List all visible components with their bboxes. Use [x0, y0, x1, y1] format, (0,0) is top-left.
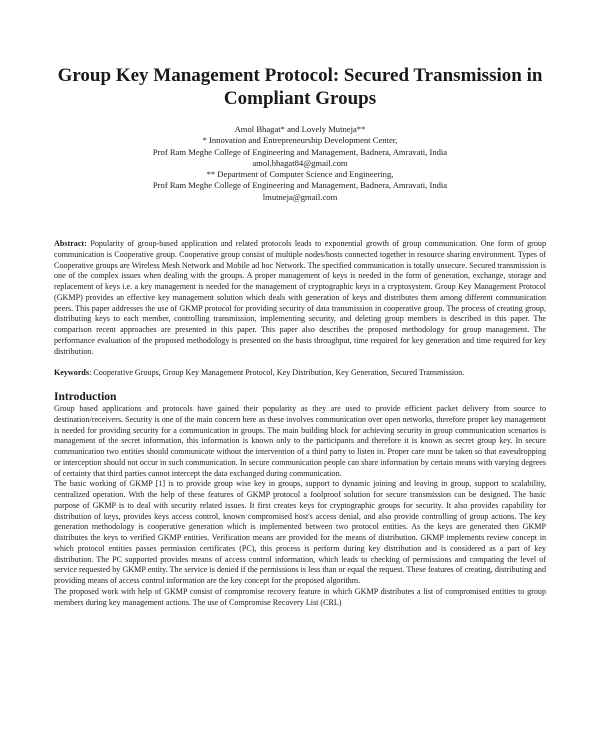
affiliation-line: Prof Ram Meghe College of Engineering and Management, Badnera, Amravati, India — [152, 146, 448, 157]
keywords-label: Keywords — [54, 368, 90, 377]
paper-title: Group Key Management Protocol: Secured Transmission in Compliant Groups — [57, 65, 543, 109]
abstract-label: Abstract: — [54, 239, 87, 248]
paragraph: The proposed work with help of GKMP consist of compromise recovery feature in which GKMP distributes a list of compromised entities to group members during key management actions. The use of Compromise Recovery List (CRL) — [54, 586, 546, 607]
keywords — [54, 368, 546, 379]
affiliation-line: ** Department of Computer Science and Engineering, — [206, 169, 394, 180]
affiliation-line: Prof Ram Meghe College of Engineering and Management, Badnera, Amravati, India — [152, 180, 448, 191]
author-email: lmutneja@gmail.com — [262, 191, 338, 202]
abstract — [54, 239, 546, 357]
paragraph: Group based applications and protocols have gained their popularity as they are used to provide efficient packet delivery from source to destination/receivers. Security is one of the main concern here as these involves communication over open networks, therefore proper key management is needed for providing security for a communication in groups. The main building block for achieving security in group communication scenarios is management of the secret information, this information is known only to the participants and therefore it is known as secret group key. In secure communication two entities should communicate without the intervention of a third party to listen in. Proper care must be taken so that eavesdropping or interception should not occur in such communication. In secure communication people can share information by certain means with varying degrees of certainty that third parties cannot intercept the data exchanged during communication. — [54, 404, 546, 478]
keywords-text: : Cooperative Groups, Group Key Management Protocol, Key Distribution, Key Generation, Secured Transmission. — [89, 368, 465, 377]
author-block — [60, 124, 540, 203]
abstract-text: Popularity of group-based application and related protocols leads to exponential growth of group communication. One form of group communication is Cooperative group. Cooperative group consist of multiple nodes/hosts connected together in resource sharing environment. Types of Cooperative groups are Wireless Mesh Network and Mobile ad hoc Network. The specified communication is totally unsecure. Secured transmission is one of the complex issues when dealing with the groups. A proper management of keys is needed in the form of generation, exchange, storage and replacement of keys i.e. a key management is needed for the management of cryptographic keys in a cryptosystem. Group Key Management Protocol (GKMP) provides an effective key management solution which deals with generation of keys and distributes them among different communication peers. This paper addresses the use of GKMP protocol for providing security of data transmission in cooperative group. The process of creating group, distributing keys to each member, controlling transmission, implementing security, and deleting group members is described in this paper. The comparison recent approaches are presented in this paper. This paper also describes the proposed methodology for group management. The performance evaluation of the proposed methodology is presented on the basis throughput, time required for key generation and time required for key distribution. — [54, 239, 547, 356]
section-heading-introduction: Introduction — [54, 391, 117, 403]
paragraph: The basic working of GKMP [1] is to provide group wise key in groups, support to dynamic joining and leaving in group, support to scalability, centralized operation. With the help of these features of GKMP protocol a foolproof solution for secure transmission can be designed. The basic purpose of GKMP is to deal with security related issues. It first creates keys for cryptographic groups for security. It also provides capability for distribution of keys, provides keys access control, known compromised host's access denial, and also provide controlling of group actions. The key generation methodology is cooperative generation which is implemented between two protocol entities. As the keys are generated then GKMP distributes the keys to verified GKMP entities. Verification means are provided for the means of distribution. GKMP implements review concept in which protocol entities passes permission certificates (PC), this process is perform during key distribution and is considered as a part of key distribution. The PC supported provides means of access control information, which leads to checking of permissions and comparing the level of service requested by GKMP entity. The service is denied if the permissions is less than or equal the request. These features of creating, distributing and providing means of access control information are the key concept for the proposed algorithm. — [54, 479, 546, 585]
author-email: amol.bhagat84@gmail.com — [252, 157, 348, 168]
introduction-body — [54, 404, 546, 608]
author-names: Amol Bhagat* and Lovely Mutneja** — [234, 124, 366, 134]
affiliation-line: * Innovation and Entrepreneurship Development Center, — [202, 135, 398, 146]
